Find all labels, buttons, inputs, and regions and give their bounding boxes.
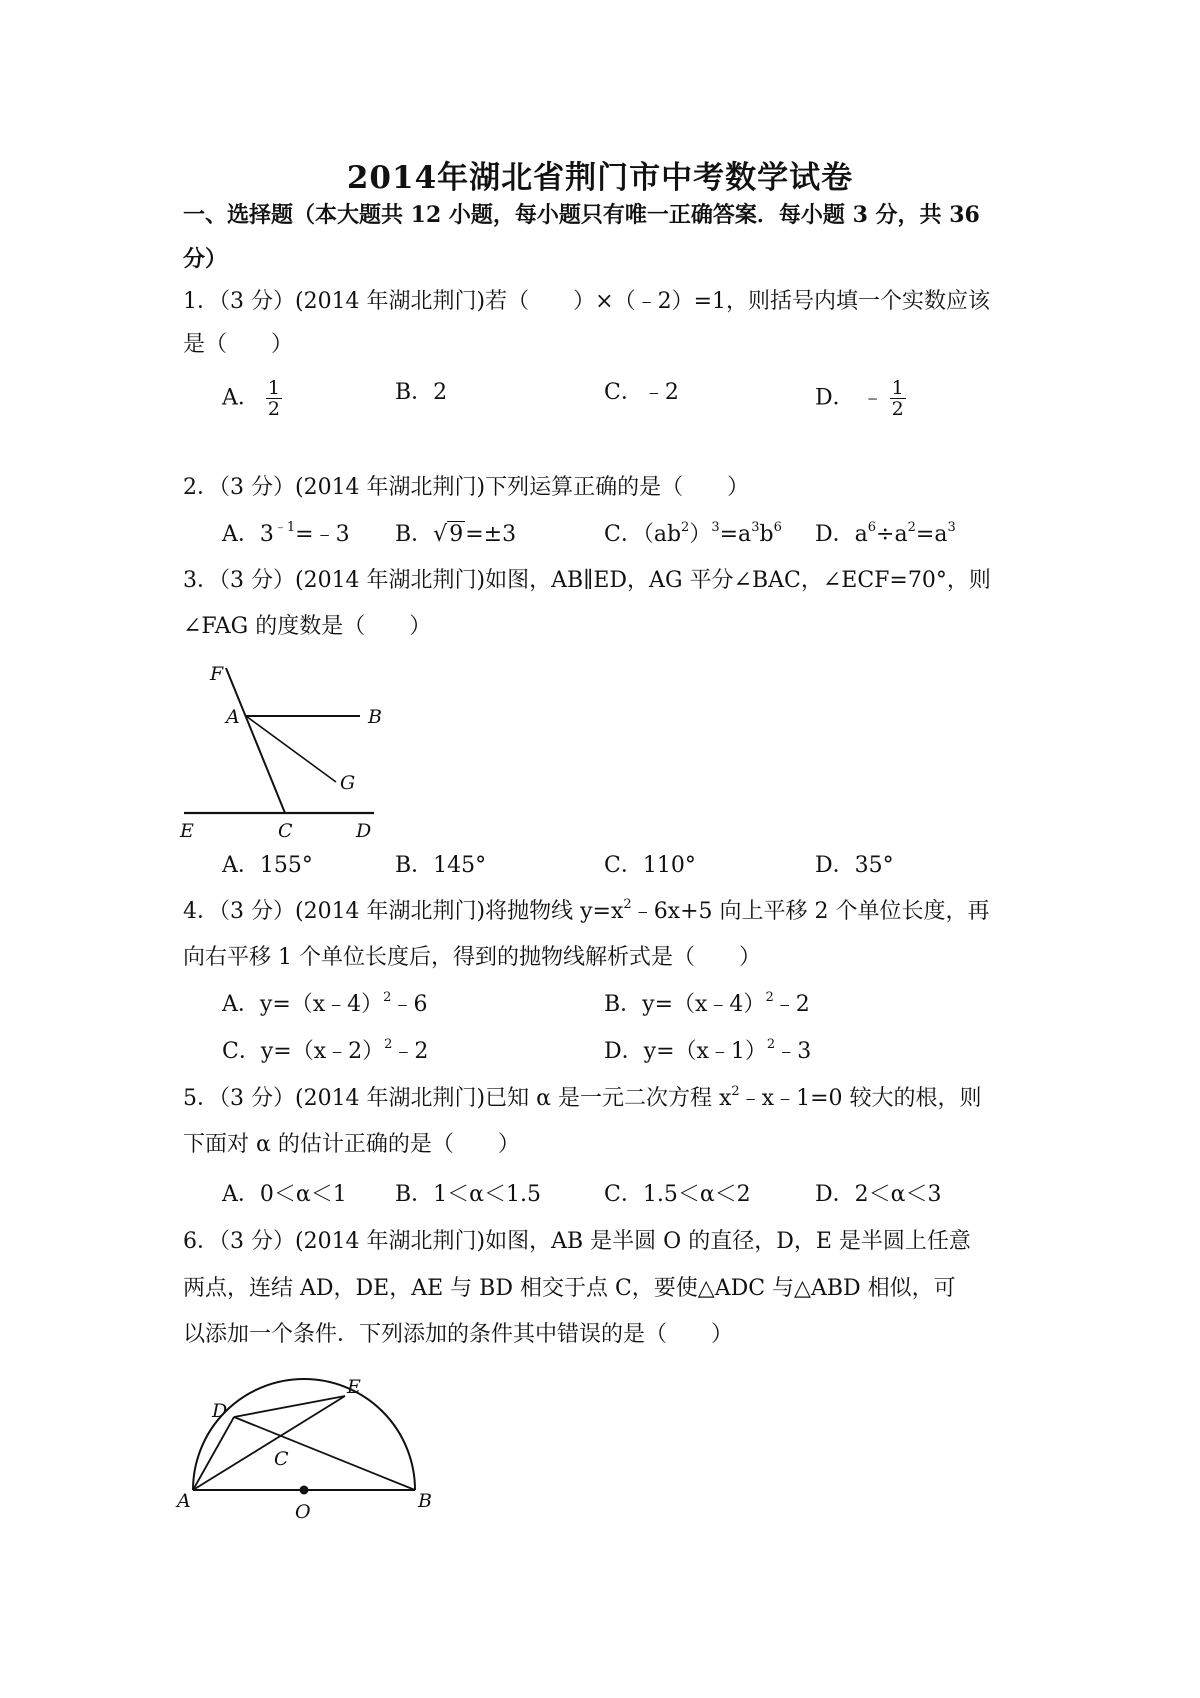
q5-stem-line1: 5．（3 分）(2014 年湖北荆门)已知 α 是一元二次方程 $x^2﹣x﹣1=0$ 较大的根，则 xyxy=(183,1084,982,1111)
q3-option-d: D．35° xyxy=(815,853,894,878)
q4-option-b: B．y=（x﹣4）$^2$﹣2 xyxy=(604,990,810,1017)
q6-stem-line3: 以添加一个条件．下列添加的条件其中错误的是（ ） xyxy=(183,1322,734,1347)
q6-stem-line2: 两点，连结 AD，DE，AE 与 BD 相交于点 C，要使△ADC 与△ABD 相似，可 xyxy=(183,1276,956,1301)
q4-option-d: D．y=（x﹣1）$^2$﹣3 xyxy=(604,1037,812,1064)
q6-label-o: O xyxy=(295,1501,311,1523)
q4-stem-line2: 向右平移 1 个单位长度后，得到的抛物线解析式是（ ） xyxy=(183,945,761,970)
q5-option-b: B．1＜α＜1.5 xyxy=(395,1182,542,1207)
q4-option-a: A．y=（x﹣4）$^2$﹣6 xyxy=(222,990,428,1017)
q3-label-c: C xyxy=(278,820,293,842)
q3-label-a: A xyxy=(226,706,240,728)
q5-option-c: C．1.5＜α＜2 xyxy=(604,1182,751,1207)
section-heading-line1: 一、选择题（本大题共 12 小题，每小题只有唯一正确答案．每小题 3 分，共 36 xyxy=(183,202,980,228)
q3-option-c: C．110° xyxy=(604,853,696,878)
q1-stem-line1: 1．（3 分）(2014 年湖北荆门)若（ ）×（﹣2）=1，则括号内填一个实数应该 xyxy=(183,289,990,314)
q3-stem-line2: ∠FAG 的度数是（ ） xyxy=(183,614,432,639)
q6-label-b: B xyxy=(418,1490,432,1512)
q3-figure xyxy=(178,662,398,842)
q4-option-c: C．y=（x﹣2）$^2$﹣2 xyxy=(222,1037,429,1064)
q3-label-b: B xyxy=(368,706,382,728)
q6-stem-line1: 6．（3 分）(2014 年湖北荆门)如图，AB 是半圆 O 的直径，D，E 是半圆上任意 xyxy=(183,1229,971,1254)
q2-option-b: B．√9=±3 xyxy=(395,522,517,547)
q2-option-c: C．$(ab^2)^3=a^3b^6$ xyxy=(604,520,782,547)
q3-stem-line1: 3．（3 分）(2014 年湖北荆门)如图，AB∥ED，AG 平分∠BAC，∠ECF=70°，则 xyxy=(183,568,991,593)
q3-option-b: B．145° xyxy=(395,853,487,878)
q3-label-e: E xyxy=(180,820,194,842)
q1-stem-line2: 是（ ） xyxy=(183,332,294,357)
q3-option-a: A．155° xyxy=(222,853,313,878)
q6-label-a: A xyxy=(177,1490,191,1512)
q1-option-d: D． ﹣ $\frac{1}{2}$ xyxy=(815,377,904,420)
q2-option-d: D．$a^6\div a^2=a^3$ xyxy=(815,520,956,547)
q6-label-e: E xyxy=(347,1376,361,1398)
page-title: 2014年湖北省荆门市中考数学试卷 xyxy=(346,160,854,196)
q6-label-c: C xyxy=(274,1448,289,1470)
q5-stem-line2: 下面对 α 的估计正确的是（ ） xyxy=(183,1132,520,1157)
q5-option-a: A．0＜α＜1 xyxy=(222,1182,347,1207)
q1-option-b: B．2 xyxy=(395,380,448,405)
q3-label-d: D xyxy=(356,820,372,842)
q3-label-g: G xyxy=(340,772,356,794)
q1-option-a: A． $\frac{1}{2}$ xyxy=(222,377,280,420)
section-heading-line2: 分） xyxy=(183,246,228,272)
q1-option-c: C．﹣2 xyxy=(604,380,679,405)
q2-option-a: A．$3^{﹣1}=﹣3$ xyxy=(222,520,350,547)
q6-figure xyxy=(175,1365,435,1525)
q3-label-f: F xyxy=(210,663,224,685)
q4-stem-line1: 4．（3 分）(2014 年湖北荆门)将抛物线 $y=x^2﹣6x+5$ 向上平移 2 个单位长度，再 xyxy=(183,897,990,924)
q2-stem-line1: 2．（3 分）(2014 年湖北荆门)下列运算正确的是（ ） xyxy=(183,475,750,500)
q5-option-d: D．2＜α＜3 xyxy=(815,1182,942,1207)
q6-label-d: D xyxy=(212,1400,228,1422)
